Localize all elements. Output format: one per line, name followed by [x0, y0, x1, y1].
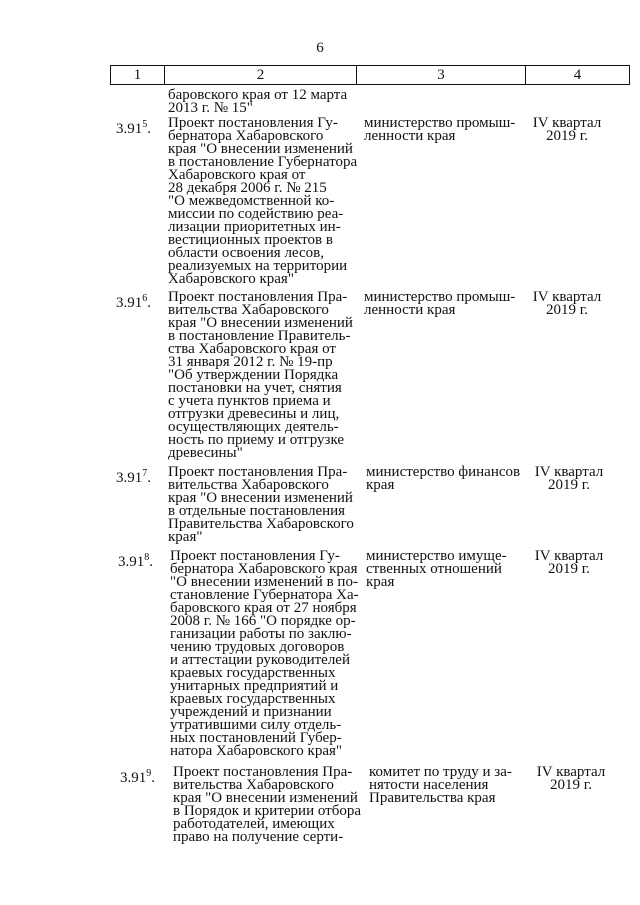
header-col-3: 3	[357, 66, 526, 85]
header-col-4: 4	[526, 66, 630, 85]
row-term: IV квартал 2019 г.	[536, 764, 606, 793]
row-number: 3.91$^6$.	[116, 293, 151, 311]
row-description: Проект постановления Пра- вительства Хабаровского края "О внесении изменений в Порядок и критерии отбора работодателей, имеющих право на получение серти-	[173, 764, 361, 845]
page-number: 6	[316, 40, 324, 56]
row-description: Проект постановления Пра- вительства Хабаровского края "О внесении изменений в постановление Правитель- ства Хабаровского края от 31 января 2012 г. № 19-пр "Об утверждении Порядка постановки на учет, снятия с учета пунктов приема и отгрузки древесины и лиц, осуществляющих деятель- ность по приему и отгрузке древесины"	[168, 289, 353, 461]
continuation-line: баровского края от 12 марта	[168, 87, 348, 103]
row-description: Проект постановления Гу- бернатора Хабаровского края "О внесении изменений в по- становление Губернатора Ха- баровского края от 27 ноября 2008 г. № 166 "О порядке ор- ганизации работы по заклю- чению трудовых договоров и аттестации руководителей краевых государственных унитарных предприятий и краевых государственных учреждений и признании утратившими силу отдель- ных постановлений Губер- натора Хабаровского края"	[170, 548, 359, 759]
continuation-text	[168, 89, 347, 115]
continuation-line: 2013 г. № 15"	[168, 100, 253, 116]
row-term: IV квартал 2019 г.	[534, 464, 604, 493]
row-term: IV квартал 2019 г.	[532, 289, 602, 318]
header-col-1: 1	[111, 66, 165, 85]
row-ministry: министерство промыш- ленности края	[364, 289, 516, 318]
row-number: 3.91$^8$.	[118, 552, 153, 570]
row-ministry: министерство финансов края	[366, 464, 521, 493]
row-ministry: министерство имуще- ственных отношений края	[366, 548, 507, 590]
row-number: 3.91$^7$.	[116, 468, 151, 486]
row-description: Проект постановления Пра- вительства Хабаровского края "О внесении изменений в отдельные постановления Правительства Хабаровского края"	[168, 464, 354, 545]
row-description: Проект постановления Гу- бернатора Хабаровского края "О внесении изменений в постановление Губернатора Хабаровского края от 28 декабря 2006 г. № 215 "О межведомственной ко- миссии по содействию реа- лизации приоритетных ин- вестиционных проектов в области освоения лесов, реализуемых на территории Хабаровского края"	[168, 115, 358, 287]
table-header	[110, 65, 630, 85]
row-ministry: комитет по труду и за- нятости населения Правительства края	[369, 764, 512, 806]
row-number: 3.91$^9$.	[120, 768, 155, 786]
header-col-2: 2	[165, 66, 357, 85]
row-ministry: министерство промыш- ленности края	[364, 115, 516, 144]
row-number: 3.91$^5$.	[116, 119, 151, 137]
row-term: IV квартал 2019 г.	[532, 115, 602, 144]
row-term: IV квартал 2019 г.	[534, 548, 604, 577]
